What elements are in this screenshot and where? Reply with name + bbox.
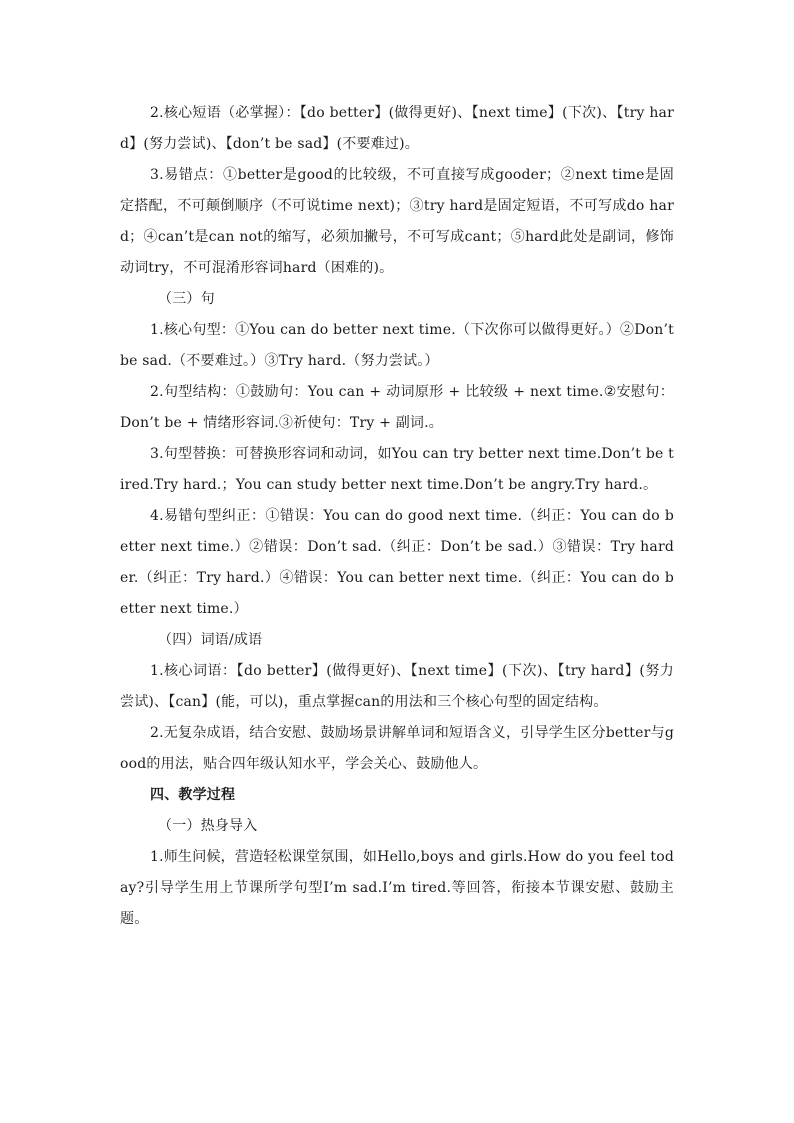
heading-warm-up: （一）热身导入 xyxy=(158,818,258,834)
paragraph-no-idioms: 2.无复杂成语，结合安慰、鼓励场景讲解单词和短语含义，引导学生区分better与good的用法，贴合四年级认知水平，学会关心、鼓励他人。 xyxy=(120,725,674,772)
paragraph-error-correction: 4.易错句型纠正：①错误：You can do good next time.（纠正：You can do better next time.）②错误：Don’t sad.（纠正：Don’t be sad.）③错误：Try harder.（纠正：Try hard.）④错误：You can better next time.（纠正：You can do better next time.） xyxy=(120,508,674,617)
document-body xyxy=(120,98,674,935)
paragraph-sentence-structure: 2.句型结构：①鼓励句：You can + 动词原形 + 比较级 + next time.②安慰句：Don’t be + 情绪形容词.③祈使句：Try + 副词.。 xyxy=(120,384,674,431)
heading-words-idioms: （四）词语/成语 xyxy=(158,632,263,648)
paragraph-core-words: 1.核心词语：【do better】(做得更好)、【next time】(下次)、【try hard】(努力尝试)、【can】(能，可以)，重点掌握can的用法和三个核心句型的固定结构。 xyxy=(120,663,674,710)
paragraph-core-sentences: 1.核心句型：①You can do better next time.（下次你可以做得更好。）②Don’t be sad.（不要难过。）③Try hard.（努力尝试。） xyxy=(120,322,674,369)
paragraph-core-phrases: 2.核心短语（必掌握）：【do better】(做得更好)、【next time】(下次)、【try hard】(努力尝试)、【don’t be sad】(不要难过)。 xyxy=(120,105,674,152)
paragraph-greeting: 1.师生问候，营造轻松课堂氛围，如Hello,boys and girls.How do you feel today?引导学生用上节课所学句型I’m sad.I’m tired.等回答，衔接本节课安慰、鼓励主题。 xyxy=(120,849,674,927)
paragraph-sentence-substitution: 3.句型替换：可替换形容词和动词，如You can try better next time.Don’t be tired.Try hard.；You can study better next time.Don’t be angry.Try hard.。 xyxy=(120,446,674,493)
paragraph-error-points: 3.易错点：①better是good的比较级，不可直接写成gooder；②next time是固定搭配，不可颠倒顺序（不可说time next)；③try hard是固定短语，不可写成do hard；④can’t是can not的缩写，必须加撇号，不可写成cant；⑤hard此处是副词，修饰动词try，不可混淆形容词hard（困难的)。 xyxy=(120,167,674,276)
heading-teaching-process: 四、教学过程 xyxy=(150,787,236,803)
heading-sentences: （三）句 xyxy=(158,291,215,307)
